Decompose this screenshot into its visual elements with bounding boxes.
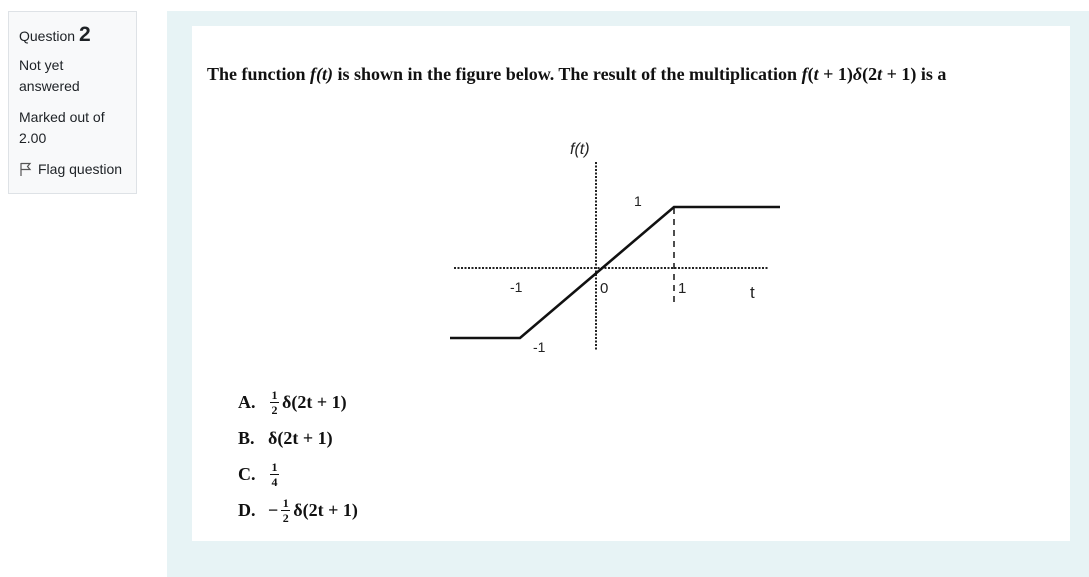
question-label: Question <box>19 28 76 44</box>
answer-fraction <box>270 461 279 488</box>
y-tick-one: 1 <box>634 193 642 209</box>
x-tick-one: 1 <box>678 280 687 297</box>
answer-list <box>238 384 358 528</box>
question-number <box>19 24 126 47</box>
question-state: Not yet answered <box>19 57 80 94</box>
answer-option-a[interactable] <box>238 384 358 420</box>
question-grade: Marked out of 2.00 <box>19 109 105 146</box>
question-number-value: 2 <box>78 23 91 46</box>
answer-letter: C. <box>238 463 256 484</box>
flag-question-button[interactable] <box>19 159 126 180</box>
y-tick-minus-one: -1 <box>533 339 546 355</box>
fraction-numerator: 1 <box>271 387 278 402</box>
flag-icon <box>19 162 33 177</box>
answer-fraction <box>281 497 290 524</box>
fraction-numerator: 1 <box>271 459 278 474</box>
question-text: The function f(t) is shown in the figure below. The result of the multiplication f(t + 1)δ(2t + 1) is a <box>207 64 947 84</box>
fraction-denominator: 2 <box>271 402 278 417</box>
fraction-numerator: 1 <box>282 495 289 510</box>
answer-letter: A. <box>238 391 256 412</box>
fraction-denominator: 4 <box>271 474 278 489</box>
answer-expression: δ(2t + 1) <box>268 427 333 448</box>
answer-fraction <box>270 389 279 416</box>
answer-option-b[interactable] <box>238 420 358 456</box>
answer-letter: B. <box>238 427 255 448</box>
answer-option-d[interactable] <box>238 492 358 528</box>
fraction-denominator: 2 <box>282 510 289 525</box>
function-figure <box>440 130 790 365</box>
answer-expression: δ(2t + 1) <box>293 499 358 520</box>
x-tick-minus-one: -1 <box>510 279 523 295</box>
answer-letter: D. <box>238 499 256 520</box>
origin-tick: 0 <box>600 280 609 297</box>
answer-sign: − <box>268 499 279 520</box>
flag-question-label: Flag question <box>38 161 123 177</box>
answer-option-c[interactable] <box>238 456 358 492</box>
question-info-panel <box>8 11 137 194</box>
x-axis-label: t <box>750 283 755 302</box>
answer-expression: δ(2t + 1) <box>282 391 347 412</box>
y-axis-label: f(t) <box>570 141 590 158</box>
function-curve <box>450 207 780 338</box>
